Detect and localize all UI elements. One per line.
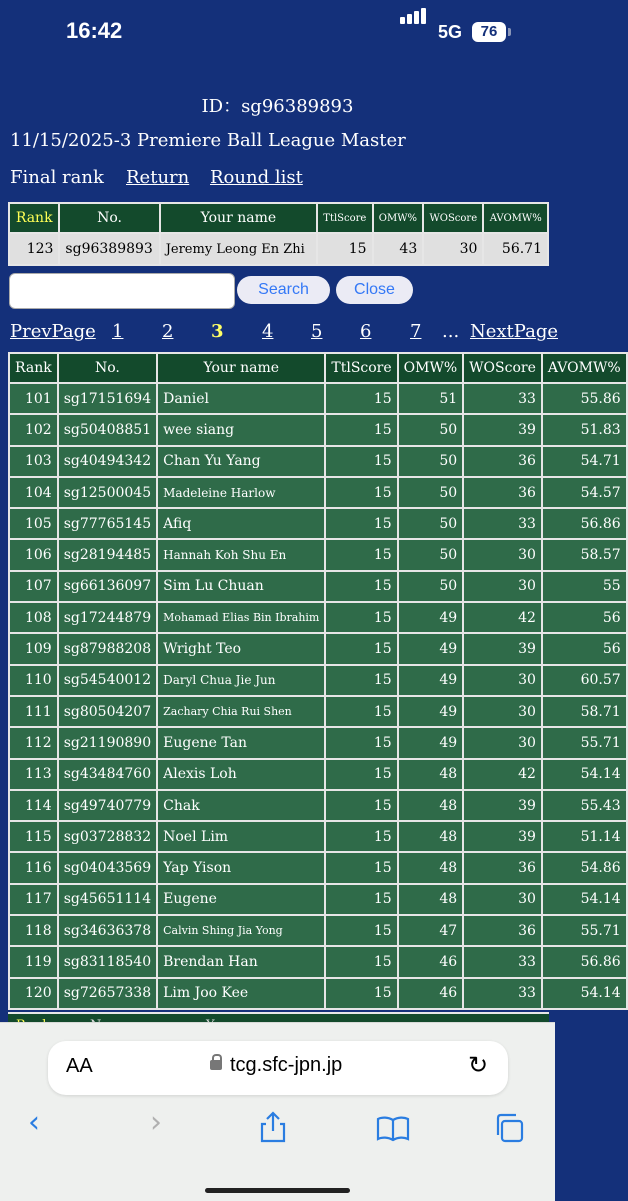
table-row — [10, 728, 626, 757]
name-cell: Daryl Chua Jie Jun — [158, 666, 324, 695]
avomw-cell: 55 — [543, 572, 626, 601]
name-cell: Chan Yu Yang — [158, 447, 324, 476]
woscore-cell: 30 — [464, 885, 541, 914]
name-cell: Madeleine Harlow — [158, 478, 324, 507]
rank-cell: 115 — [10, 822, 57, 851]
reload-icon[interactable]: ↻ — [468, 1052, 489, 1079]
table-row — [10, 509, 626, 538]
no-cell: sg12500045 — [59, 478, 156, 507]
ttlscore-cell: 15 — [326, 415, 396, 444]
table-row — [10, 947, 626, 976]
table-row — [10, 603, 626, 632]
status-time: 16:42 — [66, 18, 123, 43]
avomw-cell: 54.14 — [543, 885, 626, 914]
name-cell: Wright Teo — [158, 634, 324, 663]
omw-cell: 49 — [399, 634, 463, 663]
omw-cell: 49 — [399, 697, 463, 726]
omw-cell: 49 — [399, 603, 463, 632]
ttlscore-cell: 15 — [326, 760, 396, 789]
no-cell: sg40494342 — [59, 447, 156, 476]
name-cell: Zachary Chia Rui Shen — [158, 697, 324, 726]
avomw-cell: 56 — [543, 603, 626, 632]
col-ttlscore: TtlScore — [318, 204, 372, 232]
omw-cell: 50 — [399, 447, 463, 476]
my-rank: 123 — [10, 234, 58, 264]
table-row — [10, 697, 626, 726]
no-cell: sg54540012 — [59, 666, 156, 695]
rank-cell: 114 — [10, 791, 57, 820]
name-cell: Hannah Koh Shu En — [158, 540, 324, 569]
ttlscore-cell: 15 — [326, 384, 396, 413]
omw-cell: 51 — [399, 384, 463, 413]
avomw-cell: 55.86 — [543, 384, 626, 413]
no-cell: sg50408851 — [59, 415, 156, 444]
name-cell: Brendan Han — [158, 947, 324, 976]
col-name: Your name — [161, 204, 316, 232]
round-list-link[interactable]: Round list — [210, 167, 303, 188]
ttlscore-cell: 15 — [326, 822, 396, 851]
no-cell: sg45651114 — [59, 885, 156, 914]
rank-cell: 119 — [10, 947, 57, 976]
woscore-cell: 30 — [464, 572, 541, 601]
my-no: sg96389893 — [60, 234, 158, 264]
table-row — [10, 384, 626, 413]
avomw-cell: 58.71 — [543, 697, 626, 726]
avomw-cell: 56.86 — [543, 509, 626, 538]
lock-icon — [210, 1060, 222, 1070]
ttlscore-cell: 15 — [326, 853, 396, 882]
next-page-link[interactable]: NextPage — [470, 321, 558, 342]
page-link-1[interactable]: 1 — [112, 321, 124, 342]
woscore-cell: 33 — [464, 384, 541, 413]
omw-cell: 49 — [399, 728, 463, 757]
my-name: Jeremy Leong En Zhi — [161, 234, 316, 264]
omw-cell: 50 — [399, 572, 463, 601]
woscore-cell: 36 — [464, 916, 541, 945]
ttlscore-cell: 15 — [326, 540, 396, 569]
my-result-row — [10, 234, 547, 264]
avomw-cell: 54.71 — [543, 447, 626, 476]
no-cell: sg03728832 — [59, 822, 156, 851]
woscore-cell: 36 — [464, 853, 541, 882]
woscore-cell: 39 — [464, 791, 541, 820]
share-icon[interactable] — [258, 1111, 288, 1143]
ttlscore-cell: 15 — [326, 728, 396, 757]
page-current-3: 3 — [211, 321, 224, 342]
rank-cell: 110 — [10, 666, 57, 695]
back-icon[interactable]: ‹ — [28, 1105, 40, 1140]
bookmarks-icon[interactable] — [376, 1115, 410, 1141]
ttlscore-cell: 15 — [326, 447, 396, 476]
name-cell: Eugene — [158, 885, 324, 914]
woscore-cell: 42 — [464, 760, 541, 789]
avomw-cell: 58.57 — [543, 540, 626, 569]
text-size-button[interactable] — [66, 1055, 93, 1078]
omw-cell: 48 — [399, 822, 463, 851]
no-cell: sg04043569 — [59, 853, 156, 882]
omw-cell: 50 — [399, 415, 463, 444]
omw-cell: 48 — [399, 885, 463, 914]
rank-cell: 107 — [10, 572, 57, 601]
name-cell: Daniel — [158, 384, 324, 413]
network-label: 5G — [438, 22, 463, 42]
woscore-cell: 39 — [464, 634, 541, 663]
page-link-6[interactable]: 6 — [360, 321, 372, 342]
name-cell: Yap Yison — [158, 853, 324, 882]
ttlscore-cell: 15 — [326, 697, 396, 726]
table-row — [10, 572, 626, 601]
rank-cell: 117 — [10, 885, 57, 914]
woscore-cell: 36 — [464, 478, 541, 507]
home-indicator — [205, 1188, 350, 1193]
table-row — [10, 634, 626, 663]
omw-cell: 49 — [399, 666, 463, 695]
ttlscore-cell: 15 — [326, 916, 396, 945]
browser-toolbar — [0, 1022, 555, 1201]
no-cell: sg21190890 — [59, 728, 156, 757]
avomw-cell: 55.71 — [543, 916, 626, 945]
my-ttlscore: 15 — [318, 234, 372, 264]
tabs-icon[interactable] — [494, 1113, 526, 1143]
rank-cell: 109 — [10, 634, 57, 663]
no-cell: sg34636378 — [59, 916, 156, 945]
table-row — [10, 540, 626, 569]
omw-cell: 47 — [399, 916, 463, 945]
page-link-2[interactable]: 2 — [162, 321, 174, 342]
rank-cell: 102 — [10, 415, 57, 444]
ranking-body — [10, 384, 626, 1008]
rank-cell: 113 — [10, 760, 57, 789]
no-cell: sg28194485 — [59, 540, 156, 569]
battery-icon: 76 — [472, 22, 506, 42]
pager — [0, 321, 558, 345]
no-cell: sg17151694 — [59, 384, 156, 413]
omw-cell: 46 — [399, 979, 463, 1008]
table-row — [10, 916, 626, 945]
col-avomw: AVOMW% — [484, 204, 547, 232]
woscore-cell: 36 — [464, 447, 541, 476]
name-cell: Sim Lu Chuan — [158, 572, 324, 601]
no-cell: sg49740779 — [59, 791, 156, 820]
ttlscore-cell: 15 — [326, 979, 396, 1008]
name-cell: Noel Lim — [158, 822, 324, 851]
table-row — [10, 885, 626, 914]
avomw-cell: 55.71 — [543, 728, 626, 757]
woscore-cell: 39 — [464, 822, 541, 851]
table-row — [10, 791, 626, 820]
woscore-cell: 39 — [464, 415, 541, 444]
avomw-cell: 60.57 — [543, 666, 626, 695]
name-cell: Calvin Shing Jia Yong — [158, 916, 324, 945]
page-link-7[interactable]: 7 — [410, 321, 422, 342]
rank-cell: 112 — [10, 728, 57, 757]
my-result-header — [10, 204, 547, 232]
battery-nub — [508, 28, 511, 36]
ttlscore-cell: 15 — [326, 572, 396, 601]
no-cell: sg72657338 — [59, 979, 156, 1008]
close-button[interactable]: Close — [336, 276, 413, 304]
col-no: No. — [60, 204, 158, 232]
rank-cell: 103 — [10, 447, 57, 476]
table-row — [10, 415, 626, 444]
no-cell: sg80504207 — [59, 697, 156, 726]
name-cell: Alexis Loh — [158, 760, 324, 789]
rank-cell: 116 — [10, 853, 57, 882]
omw-cell: 48 — [399, 760, 463, 789]
woscore-cell: 30 — [464, 697, 541, 726]
col-woscore: WOScore — [464, 354, 541, 382]
prev-page-link[interactable]: PrevPage — [10, 321, 96, 342]
player-id: ID：sg96389893 — [201, 96, 354, 117]
rank-cell: 118 — [10, 916, 57, 945]
avomw-cell: 56 — [543, 634, 626, 663]
address-bar[interactable] — [48, 1041, 508, 1095]
no-cell: sg43484760 — [59, 760, 156, 789]
search-input[interactable] — [9, 273, 235, 309]
name-cell: Afiq — [158, 509, 324, 538]
name-cell: Mohamad Elias Bin Ibrahim — [158, 603, 324, 632]
woscore-cell: 33 — [464, 509, 541, 538]
omw-cell: 48 — [399, 853, 463, 882]
omw-cell: 50 — [399, 509, 463, 538]
table-row — [10, 853, 626, 882]
omw-cell: 50 — [399, 540, 463, 569]
avomw-cell: 54.14 — [543, 760, 626, 789]
col-woscore: WOScore — [424, 204, 482, 232]
table-row — [10, 979, 626, 1008]
col-rank: Rank — [10, 204, 58, 232]
no-cell: sg66136097 — [59, 572, 156, 601]
omw-cell: 46 — [399, 947, 463, 976]
ttlscore-cell: 15 — [326, 885, 396, 914]
ttlscore-cell: 15 — [326, 666, 396, 695]
event-title: 11/15/2025-3 Premiere Ball League Master — [10, 130, 406, 151]
col-ttlscore: TtlScore — [326, 354, 396, 382]
no-cell: sg83118540 — [59, 947, 156, 976]
ttlscore-cell: 15 — [326, 603, 396, 632]
omw-cell: 50 — [399, 478, 463, 507]
omw-cell: 48 — [399, 791, 463, 820]
col-rank: Rank — [10, 354, 57, 382]
ttlscore-cell: 15 — [326, 478, 396, 507]
table-row — [10, 760, 626, 789]
table-row — [10, 447, 626, 476]
ranking-header — [10, 354, 626, 382]
my-avomw: 56.71 — [484, 234, 547, 264]
rank-cell: 111 — [10, 697, 57, 726]
woscore-cell: 33 — [464, 979, 541, 1008]
name-cell: Eugene Tan — [158, 728, 324, 757]
col-avomw: AVOMW% — [543, 354, 626, 382]
rank-cell: 101 — [10, 384, 57, 413]
my-omw: 43 — [374, 234, 423, 264]
return-link[interactable]: Return — [126, 167, 190, 188]
rank-cell: 105 — [10, 509, 57, 538]
woscore-cell: 30 — [464, 728, 541, 757]
avomw-cell: 54.86 — [543, 853, 626, 882]
ttlscore-cell: 15 — [326, 947, 396, 976]
avomw-cell: 54.14 — [543, 979, 626, 1008]
rank-cell: 108 — [10, 603, 57, 632]
avomw-cell: 56.86 — [543, 947, 626, 976]
final-rank-label: Final rank — [10, 167, 104, 188]
url-text: tcg.sfc-jpn.jp — [230, 1054, 343, 1076]
rank-cell: 104 — [10, 478, 57, 507]
col-omw: OMW% — [399, 354, 463, 382]
page-link-5[interactable]: 5 — [311, 321, 323, 342]
text-size-label: AA — [66, 1055, 93, 1077]
rank-cell: 106 — [10, 540, 57, 569]
status-bar — [0, 0, 555, 70]
table-row — [10, 666, 626, 695]
rank-cell: 120 — [10, 979, 57, 1008]
woscore-cell: 30 — [464, 540, 541, 569]
no-cell: sg17244879 — [59, 603, 156, 632]
name-cell: Chak — [158, 791, 324, 820]
my-woscore: 30 — [424, 234, 482, 264]
no-cell: sg87988208 — [59, 634, 156, 663]
page-link-4[interactable]: 4 — [262, 321, 274, 342]
ttlscore-cell: 15 — [326, 634, 396, 663]
col-name: Your name — [158, 354, 324, 382]
ttlscore-cell: 15 — [326, 791, 396, 820]
table-row — [10, 822, 626, 851]
name-cell: wee siang — [158, 415, 324, 444]
name-cell: Lim Joo Kee — [158, 979, 324, 1008]
col-no: No. — [59, 354, 156, 382]
woscore-cell: 33 — [464, 947, 541, 976]
woscore-cell: 30 — [464, 666, 541, 695]
col-omw: OMW% — [374, 204, 423, 232]
woscore-cell: 42 — [464, 603, 541, 632]
avomw-cell: 54.57 — [543, 478, 626, 507]
no-cell: sg77765145 — [59, 509, 156, 538]
my-result-table — [8, 202, 549, 266]
table-row — [10, 478, 626, 507]
ttlscore-cell: 15 — [326, 509, 396, 538]
avomw-cell: 51.14 — [543, 822, 626, 851]
forward-icon[interactable]: › — [150, 1105, 162, 1140]
search-button[interactable]: Search — [237, 276, 330, 304]
avomw-cell: 51.83 — [543, 415, 626, 444]
ranking-table — [8, 352, 628, 1010]
pager-ellipsis: ... — [442, 321, 460, 342]
avomw-cell: 55.43 — [543, 791, 626, 820]
